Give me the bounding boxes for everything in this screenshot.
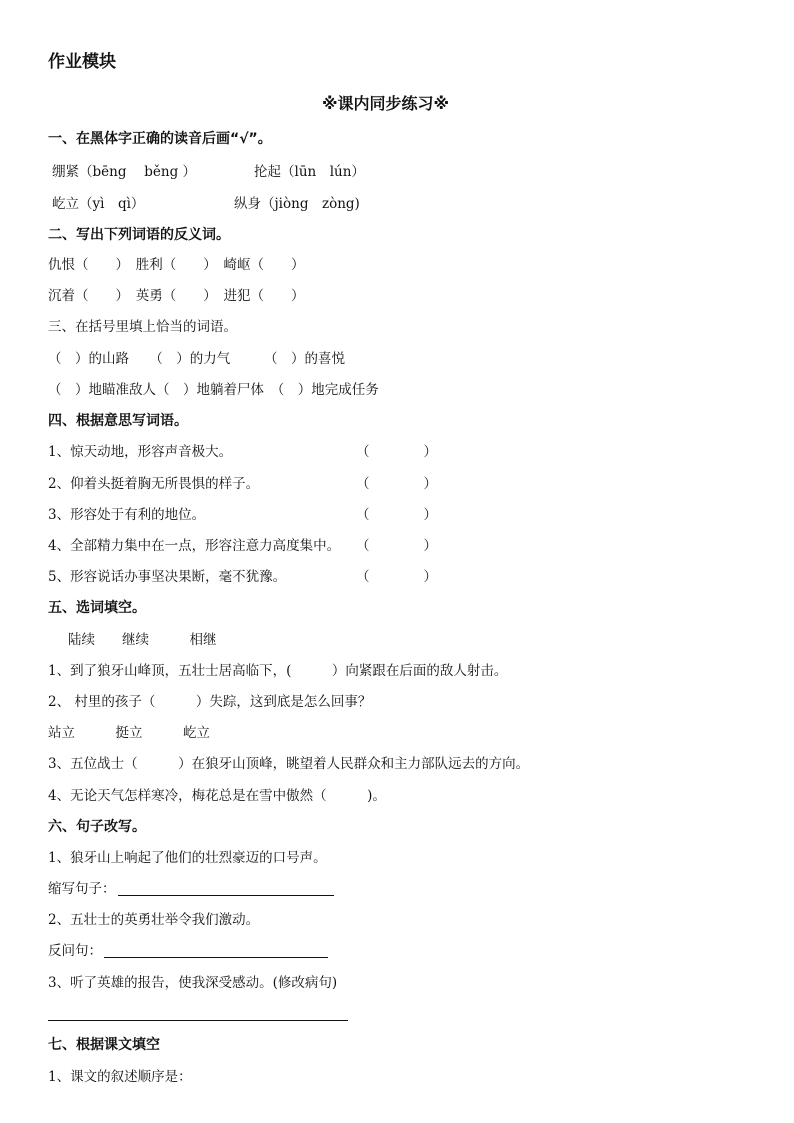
s5-word-bank-1: 陆续 继续 相继: [68, 632, 217, 648]
s4-blank: （ ）: [356, 538, 437, 554]
s6-answer-3-line[interactable]: [48, 1020, 348, 1021]
s6-question-3: 3、听了英雄的报告，使我深受感动。(修改病句): [48, 975, 338, 991]
s4-item: 1、惊天动地，形容声音极大。: [48, 444, 233, 460]
s5-word-bank-2: 站立 挺立 屹立: [48, 725, 210, 741]
s5-question-4: 4、无论天气怎样寒冷，梅花总是在雪中傲然（ )。: [48, 788, 386, 804]
section-3-heading: 三、在括号里填上恰当的词语。: [48, 319, 237, 335]
s6-question-2: 2、五壮士的英勇壮举令我们激动。: [48, 912, 260, 928]
s4-blank: （ ）: [356, 444, 437, 460]
s6-answer-1-label: 缩写句子：: [48, 881, 116, 897]
s6-question-1: 1、狼牙山上响起了他们的壮烈豪迈的口号声。: [48, 850, 327, 866]
section-1-heading: 一、在黑体字正确的读音后画“√”。: [48, 131, 272, 147]
s1-item-2: 抡起（lūn lún）: [254, 164, 365, 180]
s5-question-3: 3、五位战士（ ）在狼牙山顶峰，眺望着人民群众和主力部队远去的方向。: [48, 756, 530, 772]
s4-item: 4、全部精力集中在一点，形容注意力高度集中。: [48, 538, 341, 554]
s7-question-1: 1、课文的叙述顺序是：: [48, 1069, 192, 1085]
section-7-heading: 七、根据课文填空: [48, 1037, 160, 1053]
exercise-title: ※课内同步练习※: [322, 94, 450, 113]
s4-item: 2、仰着头挺着胸无所畏惧的样子。: [48, 476, 260, 492]
s4-item: 3、形容处于有利的地位。: [48, 507, 206, 523]
s3-row-2: （ ）地瞄准敌人（ ）地躺着尸体 （ ）地完成任务: [48, 382, 379, 398]
s1-item-4: 纵身（jiòng zòng): [234, 196, 360, 212]
s6-answer-2-line[interactable]: [104, 957, 328, 958]
s1-item-1: 绷紧（bēng běng ）: [52, 164, 197, 180]
s4-item: 5、形容说话办事坚决果断，毫不犹豫。: [48, 569, 287, 585]
s4-blank: （ ）: [356, 476, 437, 492]
s5-question-1: 1、到了狼牙山峰顶，五壮士居高临下，( ）向紧跟在后面的敌人射击。: [48, 663, 508, 679]
section-2-heading: 二、写出下列词语的反义词。: [48, 227, 230, 243]
s1-item-3: 屹立（yì qì）: [52, 196, 145, 212]
s6-answer-1-line[interactable]: [118, 895, 334, 896]
module-title: 作业模块: [48, 52, 116, 72]
s6-answer-2-label: 反问句：: [48, 943, 102, 959]
s5-question-2: 2、 村里的孩子（ ）失踪，这到底是怎么回事？: [48, 694, 372, 710]
s2-row-1: 仇恨（ ） 胜利（ ） 崎岖（ ）: [48, 257, 305, 273]
s4-blank: （ ）: [356, 507, 437, 523]
s3-row-1: （ ）的山路 （ ）的力气 （ ）的喜悦: [48, 351, 345, 367]
section-4-heading: 四、根据意思写词语。: [48, 413, 188, 429]
s4-blank: （ ）: [356, 569, 437, 585]
section-6-heading: 六、句子改写。: [48, 819, 146, 835]
s2-row-2: 沉着（ ） 英勇（ ） 进犯（ ）: [48, 288, 305, 304]
section-5-heading: 五、选词填空。: [48, 600, 146, 616]
